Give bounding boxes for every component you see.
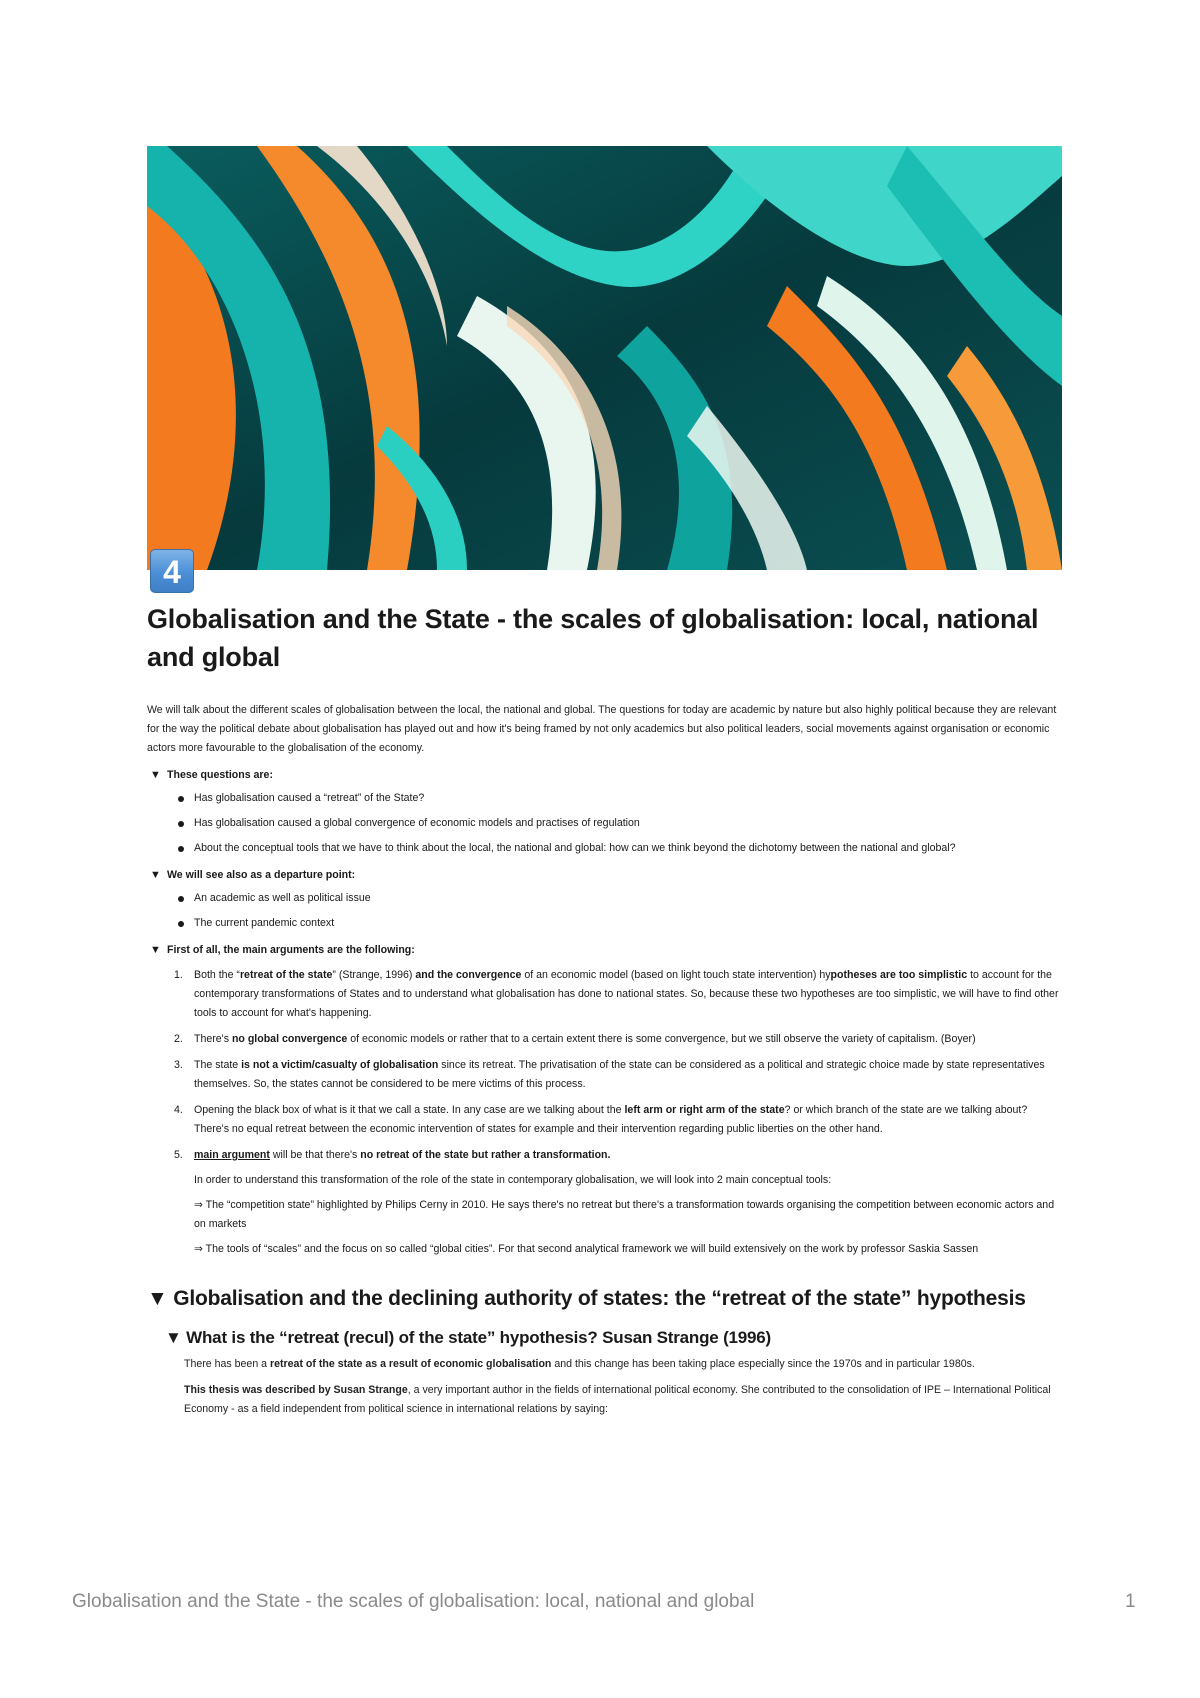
questions-list [167,789,1062,858]
toggle-triangle-icon[interactable]: ▼ [150,769,161,781]
bold-text: left arm or right arm of the state [624,1104,785,1116]
item-number: 2. [174,1033,183,1045]
section-heading[interactable] [147,1285,1062,1312]
toggle-label: We will see also as a departure point: [167,869,356,881]
text-run: The state [194,1059,242,1071]
list-item: An academic as well as political issue [194,889,1062,908]
item-subparagraph: ⇒ The “competition state” highlighted by Philips Cerny in 2010. He says there's no retreat but there's a transformation towards organising the competition between economic actors and on markets [194,1199,1055,1230]
bold-text: is not a victim/casualty of globalisation [241,1059,439,1071]
list-item: Has globalisation caused a “retreat” of the State? [194,789,1062,808]
toggle-triangle-icon[interactable]: ▼ [165,1328,187,1347]
subsection-body [184,1355,1062,1419]
text-run: There has been a [184,1358,270,1370]
item-number: 3. [174,1059,183,1071]
page-title: Globalisation and the State - the scales of globalisation: local, national and global [147,604,1039,672]
document-content [147,600,1062,1426]
numbered-item [174,1146,1062,1259]
toggle-label: First of all, the main arguments are the following: [167,944,415,956]
toggle-label: These questions are: [167,769,273,781]
arguments-list [167,966,1062,1259]
list-item: About the conceptual tools that we have to think about the local, the national and global: how can we think beyond the dichotomy between the national and global? [194,839,1062,858]
cover-image [147,146,1062,570]
item-number: 1. [174,969,183,981]
item-text [194,1030,1062,1049]
list-item: The current pandemic context [194,914,1062,933]
text-run: of an economic model (based on light touch state intervention) hy [521,969,831,981]
bold-text: no retreat of the state but rather a transformation. [360,1149,611,1161]
text-run: , a very important author in the fields of international political economy. She contributed to the consolidation of IPE – International Political Economy - as a field independent from political science in international relations by saying: [184,1384,1051,1415]
page-icon: 4 [150,549,194,593]
item-subparagraph: In order to understand this transformation of the role of the state in contemporary globalisation, we will look into 2 main conceptual tools: [194,1174,832,1186]
bold-text: This thesis was described by Susan Strange [184,1384,408,1396]
bold-text: retreat of the state [239,969,333,981]
toggle-triangle-icon[interactable]: ▼ [150,869,161,881]
section-paragraph-1 [184,1355,1062,1374]
text-run: will be that there's [269,1149,361,1161]
text-run: There's [194,1033,232,1045]
footer-title: Globalisation and the State - the scales of globalisation: local, national and global [72,1591,755,1612]
section-paragraph-2 [184,1381,1062,1419]
departure-list [167,889,1062,933]
item-number: 5. [174,1149,183,1161]
section-heading-text: Globalisation and the declining authority of states: the “retreat of the state” hypothesis [173,1287,1026,1310]
item-text [194,1056,1062,1094]
intro-paragraph: We will talk about the different scales of globalisation between the local, the national and global. The questions for today are academic by nature but also highly political because they are relevant for the way the political debate about globalisation has played out and how it's being framed by not only academics but also political leaders, social movements against organisation or economic actors more favourable to the globalisation of the economy. [147,704,1057,754]
toggle-departure[interactable] [147,866,1062,933]
item-text [194,1146,1062,1165]
toggle-triangle-icon[interactable]: ▼ [147,1287,174,1310]
toggle-arguments[interactable] [147,941,1062,1259]
item-text [194,1101,1062,1139]
subsection-heading[interactable] [165,1326,1062,1349]
numbered-item [174,1101,1062,1139]
text-run: since its retreat. The privatisation of the state can be considered as a political and strategic choice made by state representatives themselves. So, the states cannot be considered to be mere victims of this process. [194,1059,1045,1090]
text-run: ” (Strange, 1996) [332,969,416,981]
toggle-triangle-icon[interactable]: ▼ [150,944,161,956]
bold-text: main argument [194,1149,270,1161]
text-run: Both the “ [194,969,240,981]
list-item: Has globalisation caused a global convergence of economic models and practises of regulation [194,814,1062,833]
item-number: 4. [174,1104,183,1116]
item-subparagraph: ⇒ The tools of “scales” and the focus on so called “global cities”. For that second analytical framework we will build extensively on the work by professor Saskia Sassen [194,1243,979,1255]
text-run: Opening the black box of what is it that we call a state. In any case are we talking about the [194,1104,625,1116]
text-run: to account for the contemporary transformations of States and to understand what globalisation has done to national states. So, because these two hypotheses are too simplistic, we will have to find other tools to account for what's happening. [194,969,1059,1019]
text-run: and this change has been taking place especially since the 1970s and in particular 1980s. [551,1358,975,1370]
bold-text: no global convergence [231,1033,348,1045]
subsection-heading-text: What is the “retreat (recul) of the state” hypothesis? Susan Strange (1996) [186,1328,772,1347]
page-number: 1 [1125,1591,1136,1612]
toggle-questions[interactable] [147,766,1062,858]
bold-text: and the convergence [415,969,522,981]
text-run: of economic models or rather that to a certain extent there is some convergence, but we still observe the variety of capitalism. (Boyer) [347,1033,976,1045]
bold-text: potheses are too simplistic [830,969,968,981]
numbered-item [174,1056,1062,1094]
bold-text: retreat of the state as a result of economic globalisation [270,1358,552,1370]
text-run: ? or which branch of the state are we talking about? There's no equal retreat between the economic intervention of states for example and their intervention regarding public liberties on the other hand. [194,1104,1028,1135]
numbered-item [174,966,1062,1023]
item-text [194,966,1062,1023]
numbered-item [174,1030,1062,1049]
